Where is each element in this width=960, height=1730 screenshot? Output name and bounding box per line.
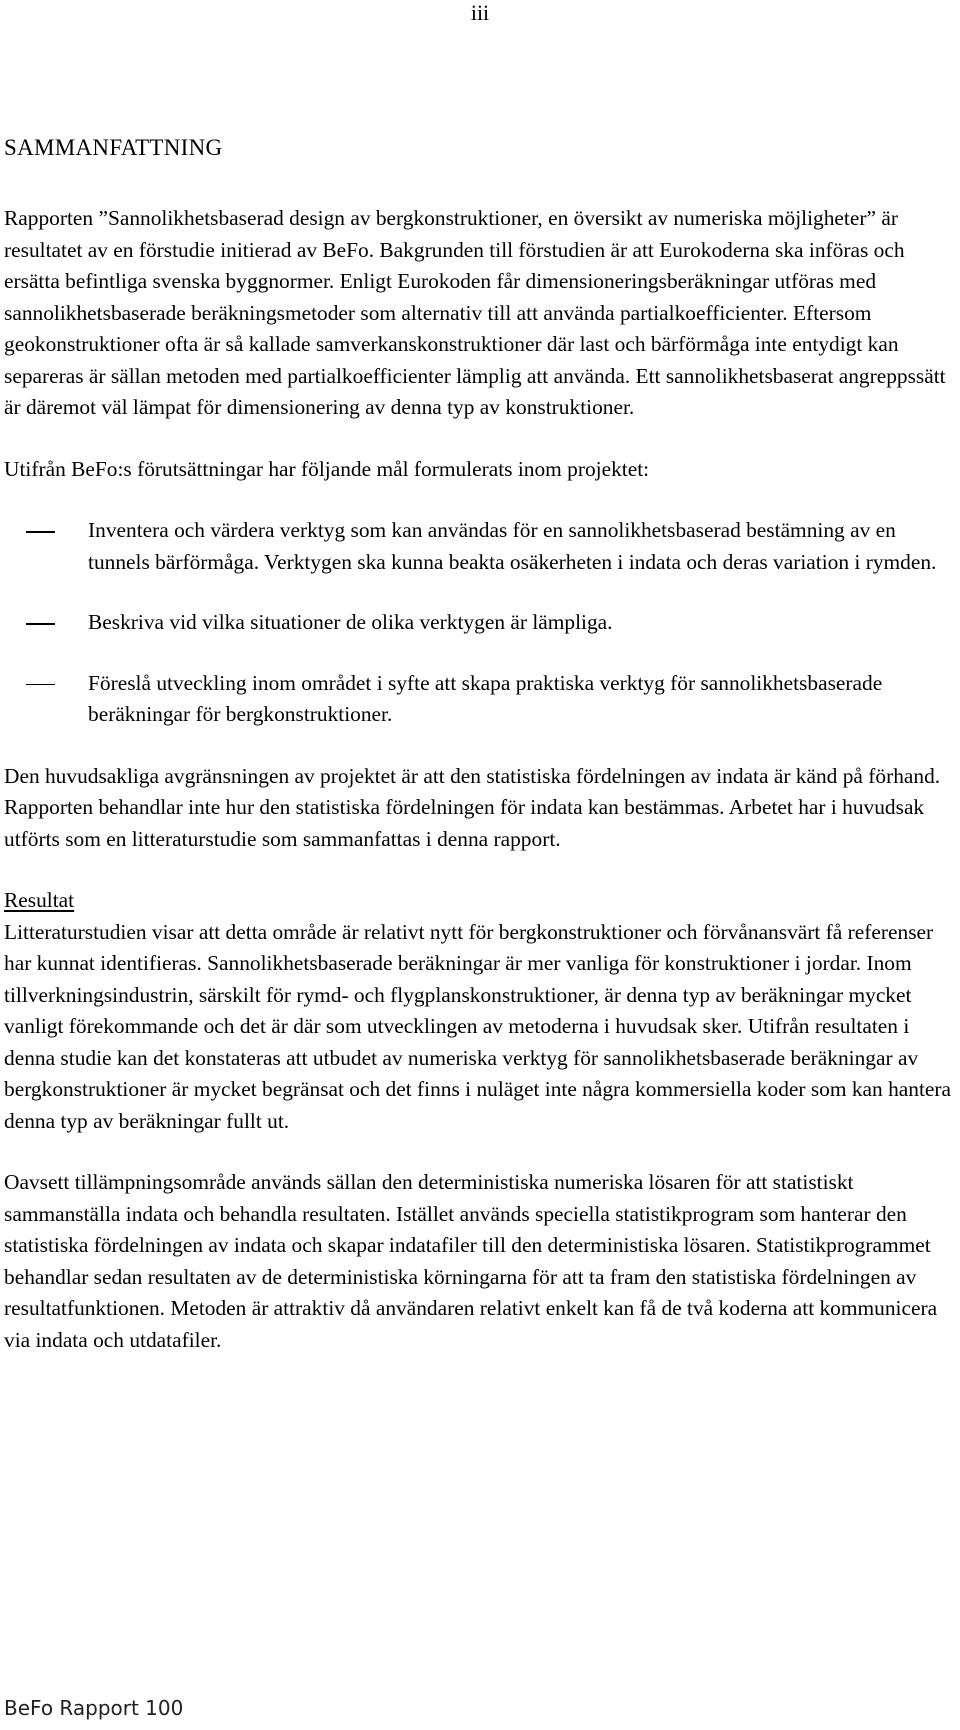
goal-text: Föreslå utveckling inom området i syfte att skapa praktiska verktyg för sannolikhetsbaserade beräkningar för bergkonstruktioner. bbox=[88, 670, 883, 726]
goal-list-item bbox=[4, 515, 958, 578]
goals-list bbox=[4, 515, 958, 731]
footer-report-label: BeFo Rapport 100 bbox=[4, 1696, 184, 1720]
scope-paragraph: Den huvudsakliga avgränsningen av projektet är att den statistiska fördelningen av indata är känd på förhand. Rapporten behandlar inte hur den statistiska fördelningen för indata kan bestämmas. Arbetet har i huvudsak utförts som en litteraturstudie som sammanfattas i denna rapport. bbox=[4, 763, 941, 851]
document-body bbox=[4, 132, 958, 1386]
intro-paragraph: Rapporten ”Sannolikhetsbaserad design av bergkonstruktioner, en översikt av numeriska möjligheter” är resultatet av en förstudie initierad av BeFo. Bakgrunden till förstudien är att Eurokoderna ska införas och ersätta befintliga svenska byggnormer. Enligt Eurokoden får dimensioneringsberäkningar utföras med sannolikhetsbaserade beräkningsmetoder som alternativ till att använda partialkoefficienter. Eftersom geokonstruktioner ofta är så kallade samverkanskonstruktioner där last och bärförmåga inte entydigt kan separeras är sällan metoden med partialkoefficienter lämplig att använda. Ett sannolikhetsbaserat angreppssätt är däremot väl lämpat för dimensionering av denna typ av konstruktioner. bbox=[4, 206, 946, 419]
results-paragraph: Litteraturstudien visar att detta område är relativt nytt för bergkonstruktioner och förvånansvärt få referenser har kunnat identifieras. Sannolikhetsbaserade beräkningar är mer vanliga för konstruktioner i jordar. Inom tillverkningsindustrin, särskilt för rymd- och flygplanskonstruktioner, är denna typ av beräkningar mycket vanligt förekommande och det är där som utvecklingen av metoderna i huvudsak sker. Utifrån resultaten i denna studie kan det konstateras att utbudet av numeriska verktyg för sannolikhetsbaserade beräkningar av bergkonstruktioner är mycket begränsat och det finns i nuläget inte några kommersiella koder som kan hantera denna typ av beräkningar fullt ut. bbox=[4, 919, 952, 1133]
results-section bbox=[4, 885, 958, 1137]
goals-intro-paragraph: Utifrån BeFo:s förutsättningar har följande mål formulerats inom projektet: bbox=[4, 456, 650, 481]
page-number: iii bbox=[470, 0, 490, 25]
dash-bullet-icon bbox=[26, 531, 55, 533]
goal-text: Beskriva vid vilka situationer de olika verktygen är lämpliga. bbox=[88, 610, 613, 634]
section-heading: SAMMANFATTNING bbox=[4, 135, 223, 160]
dash-bullet-icon bbox=[26, 623, 55, 625]
dash-bullet-icon bbox=[26, 684, 55, 686]
goal-list-item bbox=[4, 607, 958, 639]
results-heading: Resultat bbox=[4, 888, 75, 912]
goal-text: Inventera och värdera verktyg som kan användas för en sannolikhetsbaserad bestämning av en tunnels bärförmåga. Verktygen ska kunna beakta osäkerheten i indata och deras variation i rymden. bbox=[88, 518, 937, 574]
goal-list-item bbox=[4, 668, 958, 731]
closing-paragraph: Oavsett tillämpningsområde används sällan den deterministiska numeriska lösaren för att statistiskt sammanställa indata och behandla resultaten. Istället används speciella statistikprogram som hanterar den statistiska fördelningen av indata och skapar indatafiler till den deterministiska lösaren. Statistikprogrammet behandlar sedan resultaten av de deterministiska körningarna för att ta fram den statistiska fördelningen av resultatfunktionen. Metoden är attraktiv då användaren relativt enkelt kan få de två koderna att kommunicera via indata och utdatafiler. bbox=[4, 1170, 938, 1352]
